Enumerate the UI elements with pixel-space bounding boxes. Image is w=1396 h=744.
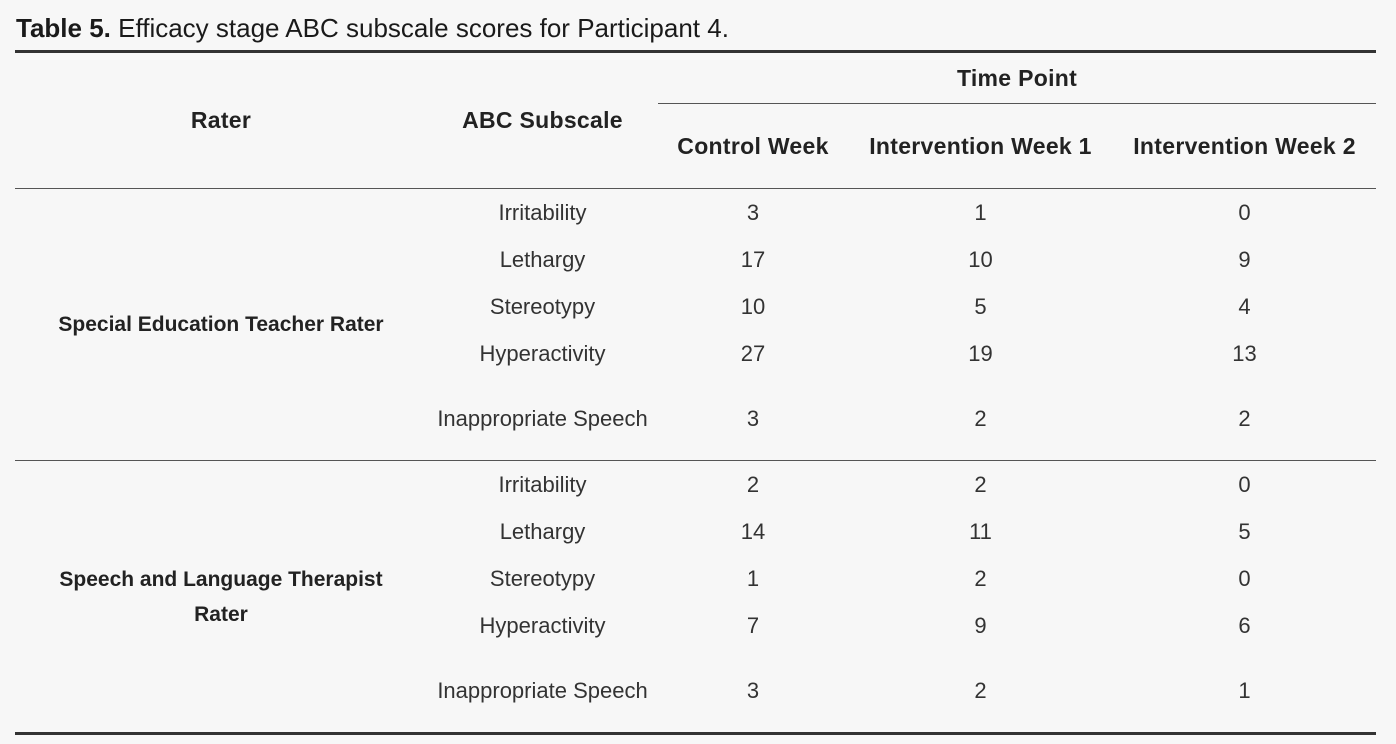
subscale-cell: Inappropriate Speech <box>437 406 648 431</box>
intervention-week-1-cell: 2 <box>974 406 987 431</box>
control-week-cell: 14 <box>740 519 766 544</box>
control-week-cell: 7 <box>746 613 760 638</box>
header-intervention-week-1: Intervention Week 1 <box>869 132 1092 159</box>
subscale-cell: Stereotypy <box>489 294 596 319</box>
header-rater: Rater <box>190 107 252 133</box>
intervention-week-2-cell: 0 <box>1113 461 1376 509</box>
table-caption <box>16 12 729 44</box>
subscale-cell: Lethargy <box>499 519 586 544</box>
header-intervention-week-2: Intervention Week 2 <box>1133 132 1356 159</box>
subscale-cell: Irritability <box>427 461 658 509</box>
rater-group-therapist <box>15 461 1376 733</box>
header-control-week: Control Week <box>677 132 829 159</box>
intervention-week-1-cell: 9 <box>974 613 987 638</box>
intervention-week-1-cell: 19 <box>968 341 993 366</box>
control-week-cell: 1 <box>746 566 760 591</box>
table-caption-label: Table 5. <box>16 13 111 43</box>
subscale-cell: Stereotypy <box>489 566 596 591</box>
intervention-week-2-cell: 4 <box>1238 294 1251 319</box>
intervention-week-1-cell: 2 <box>848 461 1113 509</box>
control-week-cell: 17 <box>740 247 766 272</box>
intervention-week-1-cell: 1 <box>848 189 1113 237</box>
intervention-week-2-cell: 6 <box>1238 613 1251 638</box>
subscale-cell: Inappropriate Speech <box>437 678 648 703</box>
rater-cell: Speech and Language Therapist Rater <box>15 461 427 733</box>
control-week-cell: 27 <box>740 341 766 366</box>
table-row <box>15 189 1376 237</box>
rater-cell: Special Education Teacher Rater <box>15 189 427 461</box>
intervention-week-1-cell: 10 <box>968 247 993 272</box>
scores-table-container <box>15 50 1376 735</box>
subscale-cell: Hyperactivity <box>479 613 606 638</box>
table-row <box>15 461 1376 509</box>
control-week-cell: 10 <box>740 294 766 319</box>
subscale-cell: Hyperactivity <box>479 341 606 366</box>
header-time-point: Time Point <box>658 53 1376 104</box>
intervention-week-2-cell: 9 <box>1238 247 1251 272</box>
control-week-cell: 3 <box>746 406 760 431</box>
control-week-cell: 2 <box>658 461 848 509</box>
table-caption-text: Efficacy stage ABC subscale scores for Participant 4. <box>118 13 729 43</box>
intervention-week-2-cell: 13 <box>1232 341 1257 366</box>
intervention-week-1-cell: 5 <box>974 294 987 319</box>
control-week-cell: 3 <box>746 678 760 703</box>
intervention-week-2-cell: 0 <box>1113 189 1376 237</box>
subscale-cell: Irritability <box>427 189 658 237</box>
intervention-week-1-cell: 11 <box>969 519 992 544</box>
table-header <box>15 53 1376 189</box>
header-subscale: ABC Subscale <box>462 107 623 133</box>
intervention-week-2-cell: 2 <box>1238 406 1251 431</box>
intervention-week-1-cell: 2 <box>974 566 987 591</box>
subscale-cell: Lethargy <box>499 247 586 272</box>
intervention-week-2-cell: 1 <box>1238 678 1251 703</box>
intervention-week-1-cell: 2 <box>974 678 987 703</box>
rater-group-teacher <box>15 189 1376 461</box>
intervention-week-2-cell: 5 <box>1238 519 1251 544</box>
intervention-week-2-cell: 0 <box>1238 566 1251 591</box>
abc-scores-table <box>15 53 1376 732</box>
control-week-cell: 3 <box>658 189 848 237</box>
